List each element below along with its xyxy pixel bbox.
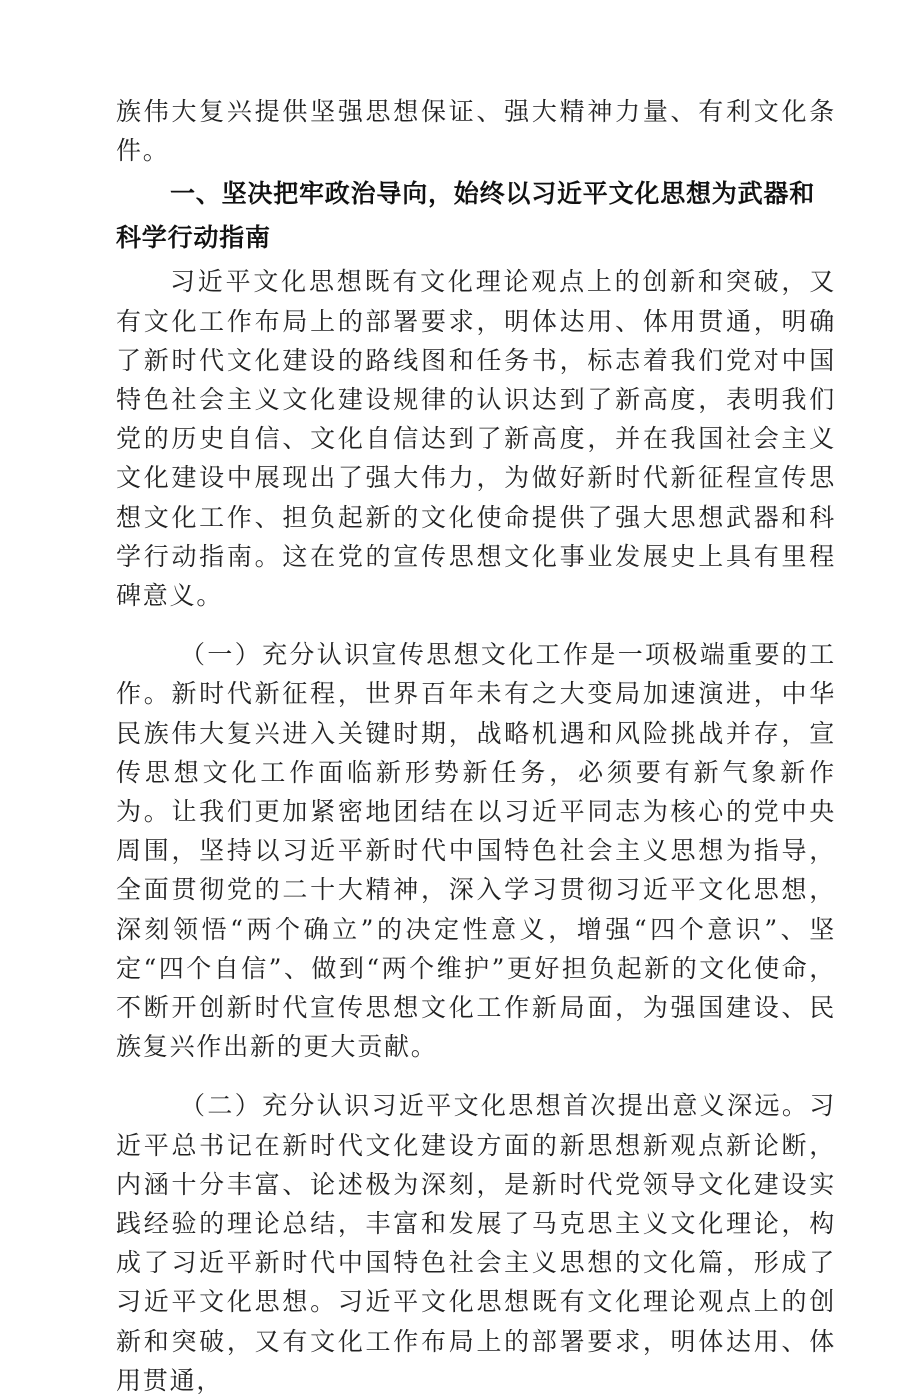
- paragraph-subsection-2: （二）充分认识习近平文化思想首次提出意义深远。习近平总书记在新时代文化建设方面的新思想新观点新论断，内涵十分丰富、论述极为深刻，是新时代党领导文化建设实践经验的理论总结，丰富和发展了马克思主义文化理论，构成了习近平新时代中国特色社会主义思想的文化篇，形成了习近平文化思想。习近平文化思想既有文化理论观点上的创新和突破，又有文化工作布局上的部署要求，明体达用、体用贯通，: [116, 1091, 836, 1395]
- paragraph-body: 习近平文化思想既有文化理论观点上的创新和突破，又有文化工作布局上的部署要求，明体达用、体用贯通，明确了新时代文化建设的路线图和任务书，标志着我们党对中国特色社会主义文化建设规律的认识达到了新高度，表明我们党的历史自信、文化自信达到了新高度，并在我国社会主义文化建设中展现出了强大伟力，为做好新时代新征程宣传思想文化工作、担负起新的文化使命提供了强大思想武器和科学行动指南。这在党的宣传思想文化事业发展史上具有里程碑意义。: [116, 267, 836, 611]
- section-heading: 一、坚决把牢政治导向，始终以习近平文化思想为武器和科学行动指南: [116, 179, 816, 253]
- paragraph-continuation: 族伟大复兴提供坚强思想保证、强大精神力量、有利文化条件。: [116, 97, 836, 166]
- spacer: [116, 1066, 836, 1086]
- document-page: [116, 92, 836, 1400]
- spacer: [116, 615, 836, 635]
- paragraph-subsection-1: （一）充分认识宣传思想文化工作是一项极端重要的工作。新时代新征程，世界百年未有之大变局加速演进，中华民族伟大复兴进入关键时期，战略机遇和风险挑战并存，宣传思想文化工作面临新形势新任务，必须要有新气象新作为。让我们更加紧密地团结在以习近平同志为核心的党中央周围，坚持以习近平新时代中国特色社会主义思想为指导，全面贯彻党的二十大精神，深入学习贯彻习近平文化思想，深刻领悟“两个确立”的决定性意义，增强“四个意识”、坚定“四个自信”、做到“两个维护”更好担负起新的文化使命，不断开创新时代宣传思想文化工作新局面，为强国建设、民族复兴作出新的更大贡献。: [116, 640, 836, 1062]
